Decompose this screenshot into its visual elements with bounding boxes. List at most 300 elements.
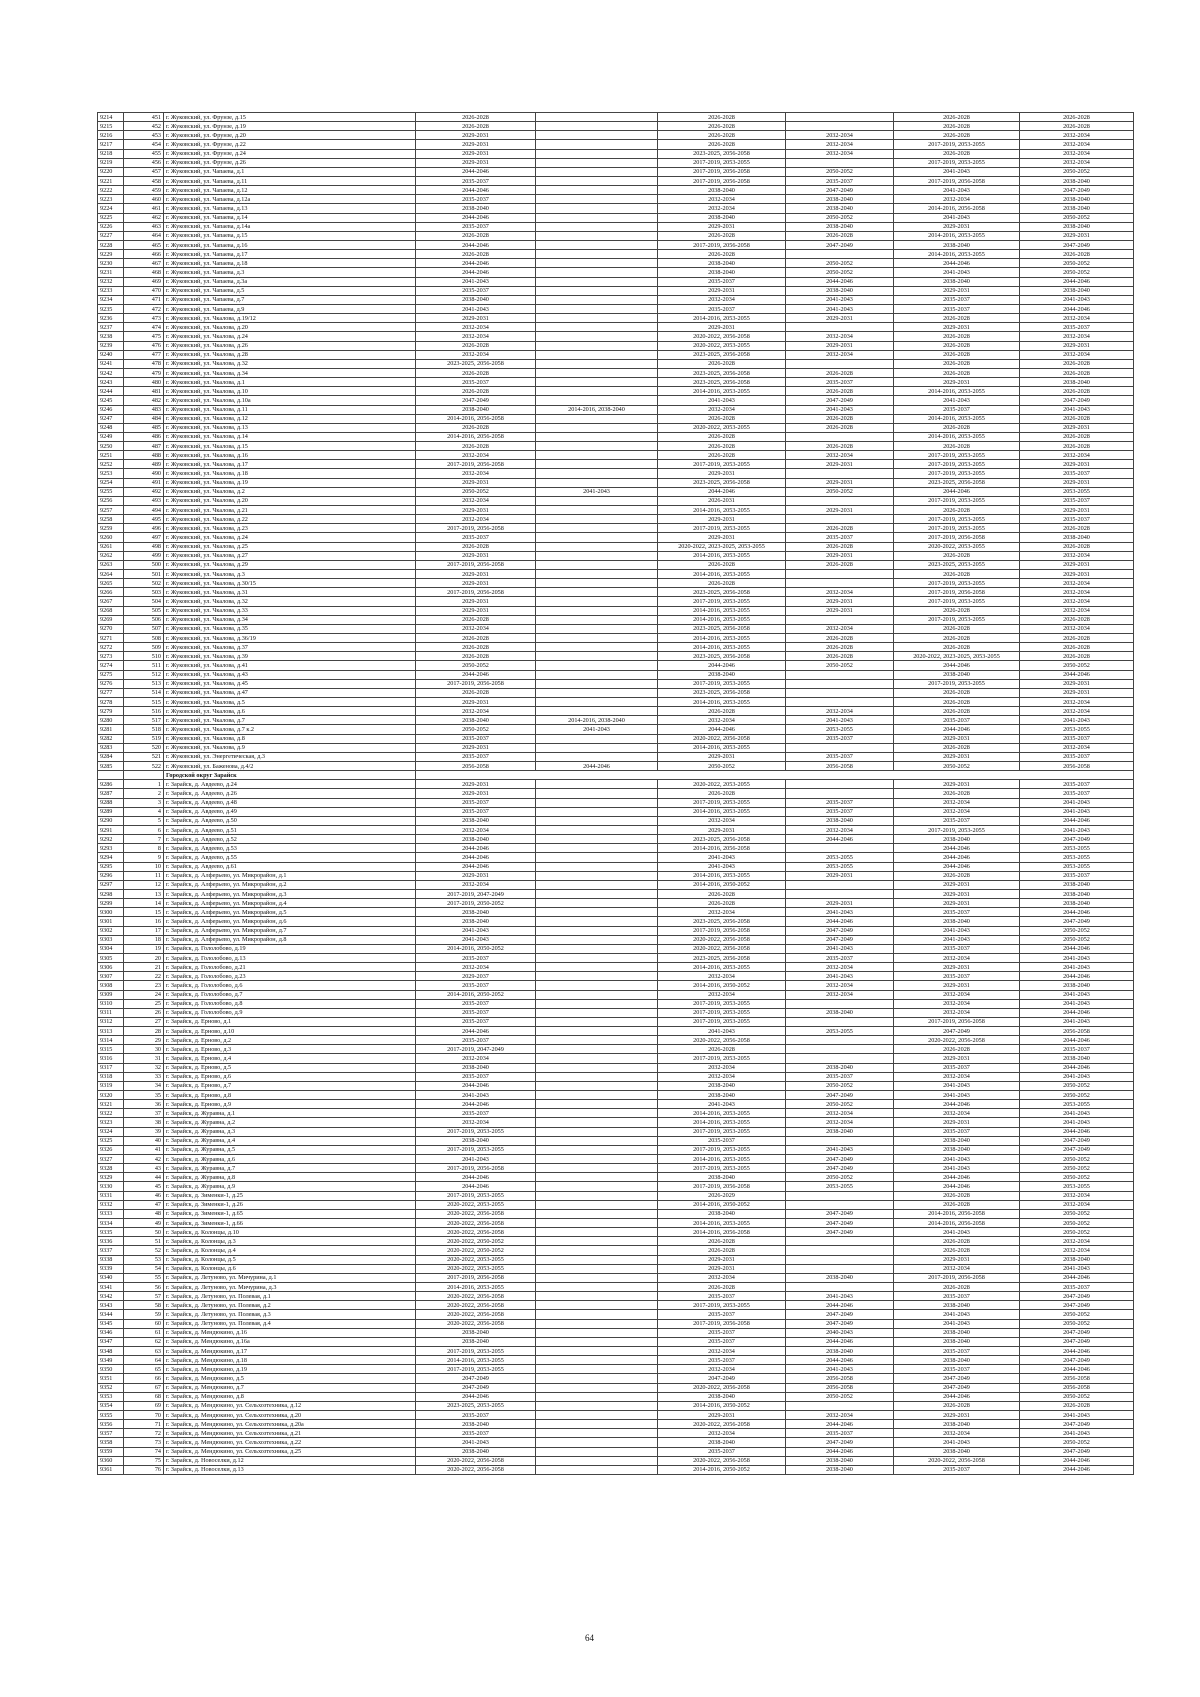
cell-address: г. Жуковский, ул. Чкалова, д.19 — [164, 478, 416, 487]
cell-address: г. Жуковский, ул. Чкалова, д.22 — [164, 515, 416, 524]
cell-period-3: 2035-2037 — [658, 1328, 786, 1337]
cell-period-4: 2047-2049 — [786, 396, 894, 405]
cell-address: г. Жуковский, ул. Чкалова, д.41 — [164, 661, 416, 670]
cell-period-4 — [786, 1283, 894, 1292]
table-row — [98, 323, 1134, 332]
cell-period-5: 2047-2049 — [894, 1027, 1020, 1036]
table-row — [98, 350, 1134, 359]
cell-period-4: 2026-2028 — [786, 231, 894, 240]
cell-row-id: 9319 — [98, 1081, 124, 1090]
cell-period-2 — [536, 1164, 658, 1173]
cell-item-number: 10 — [124, 862, 164, 871]
cell-item-number: 504 — [124, 597, 164, 606]
cell-period-4 — [786, 889, 894, 898]
cell-row-id: 9347 — [98, 1337, 124, 1346]
cell-address: г. Жуковский, ул. Чапаева, д.9 — [164, 304, 416, 313]
cell-period-1: 2038-2040 — [416, 1447, 536, 1456]
cell-period-5: 2017-2019, 2056-2058 — [894, 588, 1020, 597]
cell-period-6: 2038-2040 — [1020, 880, 1134, 889]
cell-period-4: 2032-2034 — [786, 451, 894, 460]
cell-period-6: 2050-2052 — [1020, 935, 1134, 944]
cell-period-2 — [536, 304, 658, 313]
cell-period-6: 2029-2031 — [1020, 506, 1134, 515]
cell-item-number: 60 — [124, 1319, 164, 1328]
cell-item-number: 465 — [124, 240, 164, 249]
cell-item-number: 495 — [124, 515, 164, 524]
cell-period-4: 2047-2049 — [786, 926, 894, 935]
cell-period-4: 2029-2031 — [786, 606, 894, 615]
cell-period-6: 2047-2049 — [1020, 1136, 1134, 1145]
cell-period-1: 2035-2037 — [416, 999, 536, 1008]
cell-period-6: 2029-2031 — [1020, 570, 1134, 579]
cell-period-6: 2032-2034 — [1020, 1200, 1134, 1209]
table-row — [98, 825, 1134, 834]
cell-period-1: 2020-2022, 2056-2058 — [416, 1319, 536, 1328]
cell-period-5: 2029-2031 — [894, 1255, 1020, 1264]
table-row — [98, 186, 1134, 195]
cell-period-5: 2035-2037 — [894, 304, 1020, 313]
cell-address: г. Зарайск, д. Новоселки, д.12 — [164, 1456, 416, 1465]
cell-row-id: 9271 — [98, 634, 124, 643]
cell-row-id: 9253 — [98, 469, 124, 478]
cell-period-4: 2038-2040 — [786, 222, 894, 231]
cell-period-1: 2038-2040 — [416, 1328, 536, 1337]
cell-period-1: 2041-2043 — [416, 926, 536, 935]
cell-period-5: 2032-2034 — [894, 990, 1020, 999]
cell-row-id: 9219 — [98, 158, 124, 167]
cell-address: г. Зарайск, д. Ерново, д.1 — [164, 1017, 416, 1026]
cell-address: г. Зарайск, д. Мендюкино, ул. Сельхозтехника, д.20 — [164, 1410, 416, 1419]
cell-row-id: 9338 — [98, 1255, 124, 1264]
cell-period-3: 2023-2025, 2056-2058 — [658, 478, 786, 487]
cell-period-2 — [536, 1200, 658, 1209]
cell-item-number: 20 — [124, 953, 164, 962]
cell-address: г. Зарайск, д. Мендюкино, ул. Сельхозтехника, д.25 — [164, 1447, 416, 1456]
cell-period-6: 2044-2046 — [1020, 908, 1134, 917]
cell-period-3: 2017-2019, 2053-2055 — [658, 798, 786, 807]
cell-row-id: 9306 — [98, 963, 124, 972]
cell-period-4: 2038-2040 — [786, 204, 894, 213]
cell-period-2 — [536, 780, 658, 789]
cell-period-6: 2044-2046 — [1020, 972, 1134, 981]
cell-item-number: 16 — [124, 917, 164, 926]
cell-item-number: 509 — [124, 643, 164, 652]
cell-period-4: 2029-2031 — [786, 478, 894, 487]
cell-period-6: 2050-2052 — [1020, 1310, 1134, 1319]
cell-period-5: 2029-2031 — [894, 889, 1020, 898]
table-row — [98, 378, 1134, 387]
cell-period-5: 2026-2028 — [894, 332, 1020, 341]
cell-period-5: 2050-2052 — [894, 761, 1020, 770]
cell-address: г. Жуковский, ул. Чапаева, д.13 — [164, 204, 416, 213]
cell-period-4 — [786, 1264, 894, 1273]
cell-row-id: 9284 — [98, 752, 124, 761]
cell-period-1: 2035-2037 — [416, 1429, 536, 1438]
cell-period-5: 2029-2031 — [894, 880, 1020, 889]
cell-period-6: 2032-2034 — [1020, 588, 1134, 597]
cell-period-5: 2038-2040 — [894, 670, 1020, 679]
table-row — [98, 359, 1134, 368]
cell-period-3: 2038-2040 — [658, 1081, 786, 1090]
cell-period-3: 2041-2043 — [658, 1027, 786, 1036]
cell-period-5: 2044-2046 — [894, 1100, 1020, 1109]
cell-period-2 — [536, 1100, 658, 1109]
cell-period-1: 2020-2022, 2053-2055 — [416, 1255, 536, 1264]
cell-period-3: 2044-2046 — [658, 661, 786, 670]
cell-address: г. Жуковский, ул. Чапаева, д.14а — [164, 222, 416, 231]
cell-period-2 — [536, 1136, 658, 1145]
cell-row-id: 9244 — [98, 387, 124, 396]
cell-period-4 — [786, 579, 894, 588]
cell-period-5: 2014-2016, 2056-2058 — [894, 1219, 1020, 1228]
cell-row-id: 9291 — [98, 825, 124, 834]
cell-period-5: 2023-2025, 2056-2058 — [894, 478, 1020, 487]
cell-item-number: 485 — [124, 423, 164, 432]
cell-period-3: 2032-2034 — [658, 195, 786, 204]
table-row — [98, 140, 1134, 149]
cell-period-3: 2014-2016, 2053-2055 — [658, 1109, 786, 1118]
cell-period-2 — [536, 1155, 658, 1164]
cell-period-5: 2035-2037 — [894, 295, 1020, 304]
cell-period-2 — [536, 1045, 658, 1054]
cell-row-id: 9262 — [98, 551, 124, 560]
cell-address: г. Жуковский, ул. Чкалова, д.10 — [164, 387, 416, 396]
table-row — [98, 1054, 1134, 1063]
table-row — [98, 469, 1134, 478]
cell-period-1: 2041-2043 — [416, 935, 536, 944]
cell-period-2 — [536, 1337, 658, 1346]
cell-address: г. Зарайск, д. Мендюкино, ул. Сельхозтехника, д.21 — [164, 1429, 416, 1438]
cell-item-number: 34 — [124, 1081, 164, 1090]
cell-row-id: 9281 — [98, 725, 124, 734]
cell-period-2 — [536, 1273, 658, 1282]
cell-period-1: 2017-2019, 2053-2055 — [416, 1127, 536, 1136]
cell-period-1: 2026-2028 — [416, 387, 536, 396]
cell-period-2 — [536, 1301, 658, 1310]
cell-period-3: 2014-2016, 2053-2055 — [658, 606, 786, 615]
cell-period-6: 2041-2043 — [1020, 716, 1134, 725]
cell-item-number: 61 — [124, 1328, 164, 1337]
cell-period-4: 2029-2031 — [786, 871, 894, 880]
cell-period-6: 2044-2046 — [1020, 1346, 1134, 1355]
cell-period-5: 2026-2028 — [894, 1045, 1020, 1054]
cell-period-5: 2017-2019, 2053-2055 — [894, 524, 1020, 533]
cell-period-5: 2038-2040 — [894, 1356, 1020, 1365]
cell-address: г. Жуковский, ул. Чкалова, д.19/12 — [164, 314, 416, 323]
cell-period-6: 2029-2031 — [1020, 423, 1134, 432]
cell-period-1: 2050-2052 — [416, 725, 536, 734]
cell-period-1: 2044-2046 — [416, 862, 536, 871]
cell-address: г. Жуковский, ул. Чкалова, д.36/19 — [164, 634, 416, 643]
cell-period-4: 2032-2034 — [786, 624, 894, 633]
cell-item-number: 515 — [124, 698, 164, 707]
cell-period-4 — [786, 1045, 894, 1054]
cell-item-number: 493 — [124, 496, 164, 505]
cell-period-6: 2047-2049 — [1020, 1447, 1134, 1456]
cell-period-4: 2035-2037 — [786, 1072, 894, 1081]
cell-period-6: 2032-2034 — [1020, 140, 1134, 149]
table-row — [98, 688, 1134, 697]
cell-item-number: 498 — [124, 542, 164, 551]
cell-period-2 — [536, 231, 658, 240]
table-row — [98, 679, 1134, 688]
cell-address: г. Жуковский, ул. Чкалова, д.23 — [164, 524, 416, 533]
cell-period-1: 2029-2031 — [416, 158, 536, 167]
table-row — [98, 1264, 1134, 1273]
cell-period-6: 2041-2043 — [1020, 825, 1134, 834]
cell-item-number: 45 — [124, 1182, 164, 1191]
cell-period-4: 2053-2055 — [786, 862, 894, 871]
table-row — [98, 880, 1134, 889]
cell-period-2 — [536, 286, 658, 295]
cell-period-6: 2053-2055 — [1020, 1182, 1134, 1191]
cell-period-1: 2047-2049 — [416, 1374, 536, 1383]
cell-row-id: 9345 — [98, 1319, 124, 1328]
cell-item-number: 463 — [124, 222, 164, 231]
table-row — [98, 250, 1134, 259]
cell-row-id: 9242 — [98, 368, 124, 377]
cell-period-2 — [536, 1328, 658, 1337]
cell-period-2 — [536, 432, 658, 441]
cell-period-1: 2020-2022, 2056-2058 — [416, 1301, 536, 1310]
cell-period-1: 2035-2037 — [416, 734, 536, 743]
cell-period-3: 2032-2034 — [658, 1429, 786, 1438]
cell-period-1: 2035-2037 — [416, 176, 536, 185]
cell-row-id: 9310 — [98, 999, 124, 1008]
cell-item-number: 13 — [124, 889, 164, 898]
cell-address: г. Зарайск, д. Гололобово, д.8 — [164, 999, 416, 1008]
cell-period-2 — [536, 917, 658, 926]
cell-period-3: 2014-2016, 2053-2055 — [658, 387, 786, 396]
cell-period-6: 2041-2043 — [1020, 990, 1134, 999]
cell-period-2 — [536, 1356, 658, 1365]
cell-row-id: 9240 — [98, 350, 124, 359]
cell-period-3: 2014-2016, 2053-2055 — [658, 615, 786, 624]
table-row — [98, 643, 1134, 652]
cell-period-1: 2032-2034 — [416, 963, 536, 972]
cell-period-6: 2032-2034 — [1020, 606, 1134, 615]
cell-item-number: 475 — [124, 332, 164, 341]
cell-period-5: 2041-2043 — [894, 926, 1020, 935]
cell-period-4: 2044-2046 — [786, 835, 894, 844]
cell-period-3: 2017-2019, 2053-2055 — [658, 158, 786, 167]
cell-period-1: 2017-2019, 2053-2055 — [416, 1145, 536, 1154]
cell-period-6: 2026-2028 — [1020, 122, 1134, 131]
table-row — [98, 1392, 1134, 1401]
cell-period-5: 2038-2040 — [894, 835, 1020, 844]
cell-period-1: 2026-2028 — [416, 615, 536, 624]
cell-period-5: 2038-2040 — [894, 1145, 1020, 1154]
cell-period-6: 2026-2028 — [1020, 432, 1134, 441]
cell-period-2 — [536, 999, 658, 1008]
cell-row-id: 9237 — [98, 323, 124, 332]
table-row — [98, 1228, 1134, 1237]
cell-item-number: 490 — [124, 469, 164, 478]
cell-period-4 — [786, 688, 894, 697]
cell-period-5: 2041-2043 — [894, 1155, 1020, 1164]
cell-row-id: 9327 — [98, 1155, 124, 1164]
cell-period-3: 2026-2028 — [658, 1237, 786, 1246]
cell-period-2 — [536, 926, 658, 935]
cell-row-id: 9355 — [98, 1410, 124, 1419]
cell-period-5: 2044-2046 — [894, 853, 1020, 862]
cell-period-3: 2029-2031 — [658, 286, 786, 295]
cell-address: г. Зарайск, д. Ерново, д.3 — [164, 1045, 416, 1054]
cell-item-number: 483 — [124, 405, 164, 414]
table-row — [98, 1438, 1134, 1447]
cell-row-id: 9304 — [98, 944, 124, 953]
table-row — [98, 716, 1134, 725]
cell-period-2 — [536, 396, 658, 405]
cell-row-id: 9341 — [98, 1283, 124, 1292]
table-row — [98, 1017, 1134, 1026]
cell-period-3: 2014-2016, 2056-2058 — [658, 1228, 786, 1237]
cell-period-3: 2026-2028 — [658, 250, 786, 259]
cell-period-5: 2044-2046 — [894, 862, 1020, 871]
cell-period-4: 2029-2031 — [786, 314, 894, 323]
cell-item-number: 471 — [124, 295, 164, 304]
cell-period-4 — [786, 158, 894, 167]
cell-row-id: 9303 — [98, 935, 124, 944]
cell-item-number: 29 — [124, 1036, 164, 1045]
cell-address: г. Жуковский, ул. Чкалова, д.39 — [164, 652, 416, 661]
cell-period-5: 2041-2043 — [894, 1164, 1020, 1173]
cell-item-number: 30 — [124, 1045, 164, 1054]
cell-period-5: 2026-2028 — [894, 606, 1020, 615]
cell-period-2 — [536, 963, 658, 972]
cell-period-4: 2032-2034 — [786, 825, 894, 834]
cell-period-6: 2050-2052 — [1020, 661, 1134, 670]
cell-period-2 — [536, 204, 658, 213]
cell-period-3: 2017-2019, 2056-2058 — [658, 1182, 786, 1191]
cell-period-2 — [536, 853, 658, 862]
cell-period-6: 2050-2052 — [1020, 1392, 1134, 1401]
cell-period-6: 2053-2055 — [1020, 853, 1134, 862]
cell-period-6: 2047-2049 — [1020, 1337, 1134, 1346]
cell-period-6: 2038-2040 — [1020, 378, 1134, 387]
table-row — [98, 158, 1134, 167]
cell-item-number: 459 — [124, 186, 164, 195]
cell-period-4: 2032-2034 — [786, 981, 894, 990]
cell-period-3: 2020-2022, 2056-2058 — [658, 944, 786, 953]
table-row — [98, 122, 1134, 131]
cell-row-id: 9297 — [98, 880, 124, 889]
cell-period-2 — [536, 652, 658, 661]
cell-period-1: 2017-2019, 2056-2058 — [416, 560, 536, 569]
cell-address: г. Зарайск, д. Ерново, д.2 — [164, 1036, 416, 1045]
cell-period-2 — [536, 1392, 658, 1401]
cell-period-4: 2044-2046 — [786, 277, 894, 286]
cell-period-2 — [536, 186, 658, 195]
cell-row-id: 9336 — [98, 1237, 124, 1246]
cell-row-id: 9278 — [98, 698, 124, 707]
cell-period-6: 2050-2052 — [1020, 926, 1134, 935]
cell-address: г. Зарайск, д. Журавна, д.1 — [164, 1109, 416, 1118]
cell-period-2 — [536, 844, 658, 853]
table-row — [98, 1465, 1134, 1474]
cell-item-number: 489 — [124, 460, 164, 469]
table-row — [98, 1356, 1134, 1365]
cell-address: г. Зарайск, д. Гололобово, д.21 — [164, 963, 416, 972]
cell-period-6: 2032-2034 — [1020, 314, 1134, 323]
cell-period-1: 2029-2031 — [416, 780, 536, 789]
cell-period-3: 2014-2016, 2053-2055 — [658, 314, 786, 323]
cell-item-number: 492 — [124, 487, 164, 496]
cell-period-6: 2041-2043 — [1020, 405, 1134, 414]
cell-period-5: 2041-2043 — [894, 1319, 1020, 1328]
cell-period-5: 2014-2016, 2053-2055 — [894, 414, 1020, 423]
cell-item-number: 499 — [124, 551, 164, 560]
cell-period-5: 2044-2046 — [894, 661, 1020, 670]
cell-address: г. Зарайск, д. Алферьево, ул. Микрорайон, д.8 — [164, 935, 416, 944]
cell-item-number: 479 — [124, 368, 164, 377]
cell-period-3: 2026-2028 — [658, 899, 786, 908]
cell-period-3: 2017-2019, 2056-2058 — [658, 176, 786, 185]
cell-item-number: 518 — [124, 725, 164, 734]
table-row — [98, 963, 1134, 972]
cell-period-3: 2014-2016, 2050-2052 — [658, 1465, 786, 1474]
cell-row-id: 9348 — [98, 1346, 124, 1355]
cell-period-3: 2035-2037 — [658, 1136, 786, 1145]
cell-period-3: 2029-2031 — [658, 469, 786, 478]
cell-item-number: 42 — [124, 1155, 164, 1164]
cell-period-4: 2044-2046 — [786, 1420, 894, 1429]
cell-item-number: 488 — [124, 451, 164, 460]
cell-period-1: 2014-2016, 2050-2052 — [416, 990, 536, 999]
cell-row-id: 9328 — [98, 1164, 124, 1173]
cell-period-5: 2026-2028 — [894, 122, 1020, 131]
cell-period-6: 2029-2031 — [1020, 231, 1134, 240]
cell-period-4: 2038-2040 — [786, 195, 894, 204]
cell-row-id: 9255 — [98, 487, 124, 496]
cell-period-2 — [536, 1283, 658, 1292]
cell-period-5: 2041-2043 — [894, 1310, 1020, 1319]
cell-period-6: 2026-2028 — [1020, 643, 1134, 652]
cell-period-6: 2044-2046 — [1020, 277, 1134, 286]
cell-period-6: 2041-2043 — [1020, 953, 1134, 962]
cell-period-2 — [536, 707, 658, 716]
cell-period-6: 2044-2046 — [1020, 1063, 1134, 1072]
cell-item-number: 31 — [124, 1054, 164, 1063]
cell-period-3: 2017-2019, 2056-2058 — [658, 926, 786, 935]
cell-address: г. Жуковский, ул. Чапаева, д.3а — [164, 277, 416, 286]
cell-period-3: 2038-2040 — [658, 213, 786, 222]
cell-period-4: 2044-2046 — [786, 1301, 894, 1310]
cell-period-4: 2032-2034 — [786, 588, 894, 597]
cell-item-number: 26 — [124, 1008, 164, 1017]
cell-period-2 — [536, 378, 658, 387]
cell-period-4: 2044-2046 — [786, 1447, 894, 1456]
cell-period-5: 2026-2028 — [894, 643, 1020, 652]
cell-period-1: 2017-2019, 2047-2049 — [416, 889, 536, 898]
cell-period-3: 2014-2016, 2053-2055 — [658, 1219, 786, 1228]
cell-period-5: 2029-2031 — [894, 1118, 1020, 1127]
cell-address: г. Жуковский, ул. Чапаева, д.15 — [164, 231, 416, 240]
cell-period-2 — [536, 268, 658, 277]
cell-period-6: 2047-2049 — [1020, 1292, 1134, 1301]
cell-period-1: 2020-2022, 2056-2058 — [416, 1465, 536, 1474]
cell-period-2 — [536, 414, 658, 423]
cell-period-6: 2050-2052 — [1020, 1209, 1134, 1218]
section-header-row — [98, 771, 1134, 780]
table-row — [98, 1456, 1134, 1465]
cell-item-number: 51 — [124, 1237, 164, 1246]
cell-row-id: 9264 — [98, 570, 124, 579]
cell-period-5: 2047-2049 — [894, 1383, 1020, 1392]
cell-period-6: 2035-2037 — [1020, 752, 1134, 761]
cell-row-id: 9216 — [98, 131, 124, 140]
cell-item-number: 511 — [124, 661, 164, 670]
